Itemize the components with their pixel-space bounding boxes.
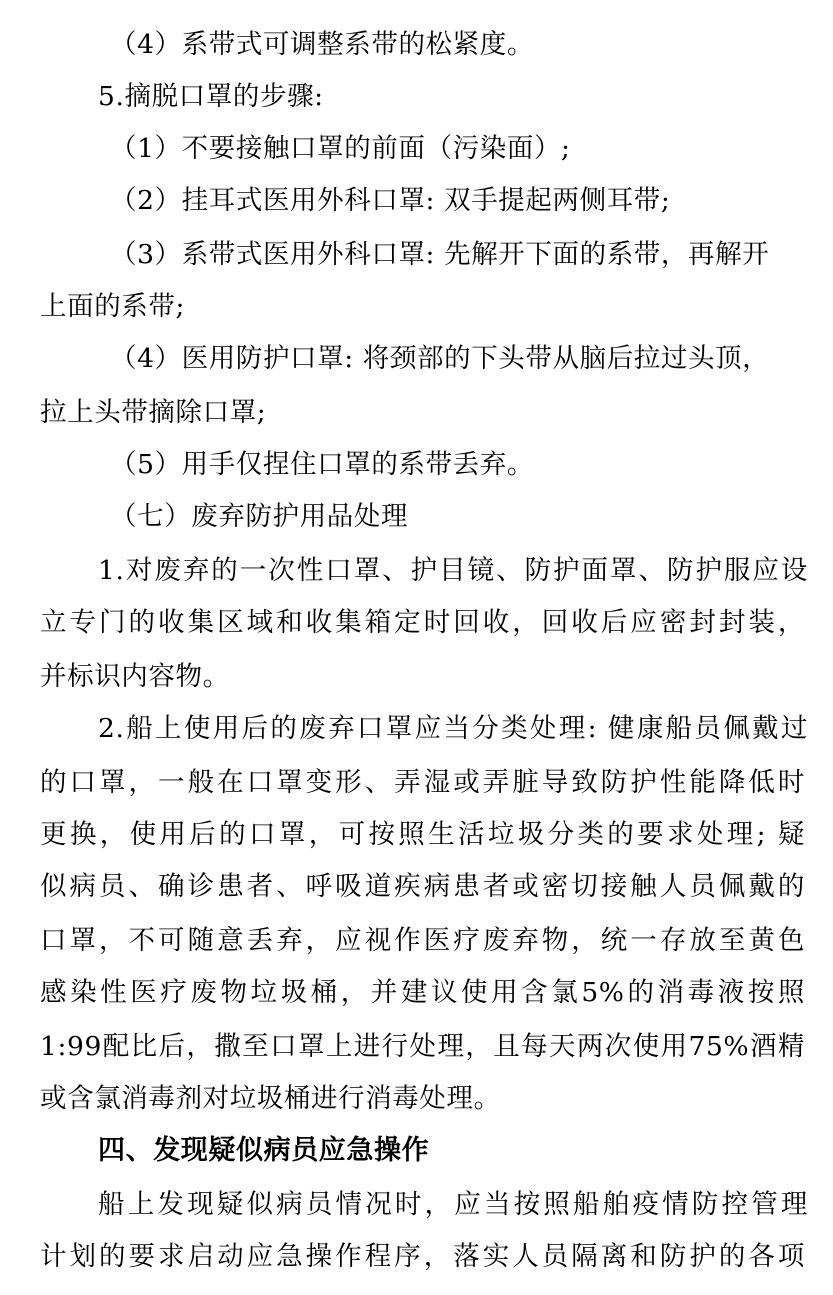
text-line: 并标识内容物。 <box>40 661 230 692</box>
text-line: 上面的系带; <box>40 291 186 322</box>
text-line: 拉上头带摘除口罩; <box>40 397 267 428</box>
text-line: 船上发现疑似病员情况时，应当按照船舶疫情防控管理 <box>98 1189 808 1220</box>
section-heading: （七）废弃防护用品处理 <box>110 501 409 532</box>
text-line: 计划的要求启动应急操作程序，落实人员隔离和防护的各项 <box>40 1241 805 1272</box>
text-line: （5）用手仅捏住口罩的系带丢弃。 <box>110 449 534 480</box>
text-line: （2）挂耳式医用外科口罩: 双手提起两侧耳带; <box>110 185 671 216</box>
text-line: 口罩，不可随意丢弃，应视作医疗废弃物，统一存放至黄色 <box>40 925 805 956</box>
text-line: （4）系带式可调整系带的松紧度。 <box>110 29 534 60</box>
text-line: 1:99配比后，撒至口罩上进行处理，且每天两次使用75%酒精 <box>40 1031 805 1062</box>
text-line: 的口罩，一般在口罩变形、弄湿或弄脏导致防护性能降低时 <box>40 767 805 798</box>
text-line: 感染性医疗废物垃圾桶，并建议使用含氯5%的消毒液按照 <box>40 977 805 1008</box>
text-line: （1）不要接触口罩的前面（污染面）; <box>110 133 571 164</box>
text-line: 似病员、确诊患者、呼吸道疾病患者或密切接触人员佩戴的 <box>40 871 805 902</box>
text-line: （4）医用防护口罩: 将颈部的下头带从脑后拉过头顶， <box>110 343 770 374</box>
text-line: 5.摘脱口罩的步骤: <box>98 81 324 112</box>
text-line: 1.对废弃的一次性口罩、护目镜、防护面罩、防护服应设 <box>98 555 808 586</box>
chapter-heading: 四、发现疑似病员应急操作 <box>98 1135 430 1166</box>
text-line: 立专门的收集区域和收集箱定时回收，回收后应密封封装， <box>40 607 805 638</box>
text-line: （3）系带式医用外科口罩: 先解开下面的系带，再解开 <box>110 239 770 270</box>
text-line: 更换，使用后的口罩，可按照生活垃圾分类的要求处理; 疑 <box>40 819 805 850</box>
text-line: 或含氯消毒剂对垃圾桶进行消毒处理。 <box>40 1083 501 1114</box>
text-line: 2.船上使用后的废弃口罩应当分类处理: 健康船员佩戴过 <box>98 713 808 744</box>
